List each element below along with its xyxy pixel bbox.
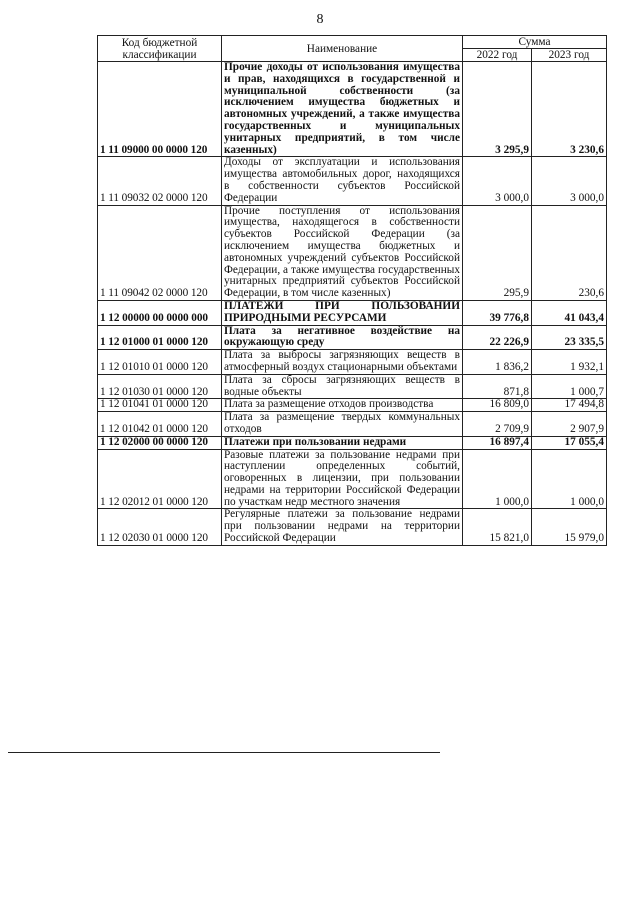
item-name-cell: Прочие доходы от использования имущества и прав, находящихся в государственной и муниципальной собственности (за исключением имущества бюджетных и автономных учреждений, а также имущества государственных и муниципальных унитарных предприятий, в том числе казенных) bbox=[222, 62, 463, 157]
budget-code-cell: 1 12 01000 01 0000 120 bbox=[98, 325, 222, 350]
value-2022-cell: 1 836,2 bbox=[463, 350, 532, 375]
budget-code-cell: 1 12 02000 00 0000 120 bbox=[98, 436, 222, 449]
table-row bbox=[98, 449, 607, 509]
value-2023-cell: 230,6 bbox=[532, 205, 607, 300]
table-row bbox=[98, 350, 607, 375]
value-2023-cell: 2 907,9 bbox=[532, 412, 607, 437]
item-name-cell: Разовые платежи за пользование недрами при наступлении определенных событий, оговоренных в лицензии, при пользовании недрами на территории Российской Федерации по участкам недр местного значения bbox=[222, 449, 463, 509]
value-2023-cell: 1 000,0 bbox=[532, 449, 607, 509]
footer-divider bbox=[8, 752, 440, 753]
budget-code-cell: 1 12 02012 01 0000 120 bbox=[98, 449, 222, 509]
table-row bbox=[98, 412, 607, 437]
value-2023-cell: 15 979,0 bbox=[532, 509, 607, 545]
item-name-cell: Плата за негативное воздействие на окружающую среду bbox=[222, 325, 463, 350]
value-2022-cell: 3 000,0 bbox=[463, 157, 532, 205]
budget-code-cell: 1 12 01010 01 0000 120 bbox=[98, 350, 222, 375]
table-row bbox=[98, 205, 607, 300]
item-name-cell: Регулярные платежи за пользование недрами при пользовании недрами на территории Российской Федерации bbox=[222, 509, 463, 545]
table-body bbox=[98, 62, 607, 546]
table-row bbox=[98, 325, 607, 350]
table-row bbox=[98, 374, 607, 399]
budget-code-cell: 1 12 01041 01 0000 120 bbox=[98, 399, 222, 412]
item-name-cell: ПЛАТЕЖИ ПРИ ПОЛЬЗОВАНИИ ПРИРОДНЫМИ РЕСУРСАМИ bbox=[222, 300, 463, 325]
table-row bbox=[98, 436, 607, 449]
item-name-cell: Платежи при пользовании недрами bbox=[222, 436, 463, 449]
budget-table bbox=[97, 35, 607, 546]
header-name: Наименование bbox=[222, 36, 463, 62]
value-2023-cell: 17 055,4 bbox=[532, 436, 607, 449]
item-name-cell: Плата за размещение отходов производства bbox=[222, 399, 463, 412]
budget-code-cell: 1 12 02030 01 0000 120 bbox=[98, 509, 222, 545]
budget-code-cell: 1 12 01042 01 0000 120 bbox=[98, 412, 222, 437]
value-2022-cell: 15 821,0 bbox=[463, 509, 532, 545]
budget-code-cell: 1 12 00000 00 0000 000 bbox=[98, 300, 222, 325]
item-name-cell: Прочие поступления от использования имущества, находящегося в собственности субъектов Российской Федерации (за исключением имущества бюджетных и автономных учреждений субъектов Российской Федерации, а также имущества государственных унитарных предприятий субъектов Российской Федерации, в том числе казенных) bbox=[222, 205, 463, 300]
value-2022-cell: 2 709,9 bbox=[463, 412, 532, 437]
page-number: 8 bbox=[316, 12, 324, 27]
value-2022-cell: 295,9 bbox=[463, 205, 532, 300]
budget-code-cell: 1 12 01030 01 0000 120 bbox=[98, 374, 222, 399]
table-row bbox=[98, 509, 607, 545]
value-2023-cell: 23 335,5 bbox=[532, 325, 607, 350]
table-row bbox=[98, 300, 607, 325]
item-name-cell: Плата за сбросы загрязняющих веществ в водные объекты bbox=[222, 374, 463, 399]
header-sum: Сумма bbox=[463, 36, 607, 49]
value-2022-cell: 22 226,9 bbox=[463, 325, 532, 350]
value-2023-cell: 3 230,6 bbox=[532, 62, 607, 157]
value-2022-cell: 16 809,0 bbox=[463, 399, 532, 412]
budget-code-cell: 1 11 09032 02 0000 120 bbox=[98, 157, 222, 205]
table-row bbox=[98, 62, 607, 157]
value-2023-cell: 3 000,0 bbox=[532, 157, 607, 205]
table-row bbox=[98, 157, 607, 205]
value-2023-cell: 1 000,7 bbox=[532, 374, 607, 399]
value-2022-cell: 871,8 bbox=[463, 374, 532, 399]
value-2023-cell: 1 932,1 bbox=[532, 350, 607, 375]
item-name-cell: Плата за выбросы загрязняющих веществ в атмосферный воздух стационарными объектами bbox=[222, 350, 463, 375]
value-2023-cell: 17 494,8 bbox=[532, 399, 607, 412]
header-code: Код бюджетной классификации bbox=[98, 36, 222, 62]
value-2022-cell: 3 295,9 bbox=[463, 62, 532, 157]
budget-code-cell: 1 11 09042 02 0000 120 bbox=[98, 205, 222, 300]
value-2022-cell: 1 000,0 bbox=[463, 449, 532, 509]
header-year-2022: 2022 год bbox=[463, 49, 532, 62]
item-name-cell: Доходы от эксплуатации и использования имущества автомобильных дорог, находящихся в собственности субъектов Российской Федерации bbox=[222, 157, 463, 205]
table-row bbox=[98, 399, 607, 412]
budget-code-cell: 1 11 09000 00 0000 120 bbox=[98, 62, 222, 157]
value-2023-cell: 41 043,4 bbox=[532, 300, 607, 325]
item-name-cell: Плата за размещение твердых коммунальных отходов bbox=[222, 412, 463, 437]
header-year-2023: 2023 год bbox=[532, 49, 607, 62]
value-2022-cell: 39 776,8 bbox=[463, 300, 532, 325]
value-2022-cell: 16 897,4 bbox=[463, 436, 532, 449]
